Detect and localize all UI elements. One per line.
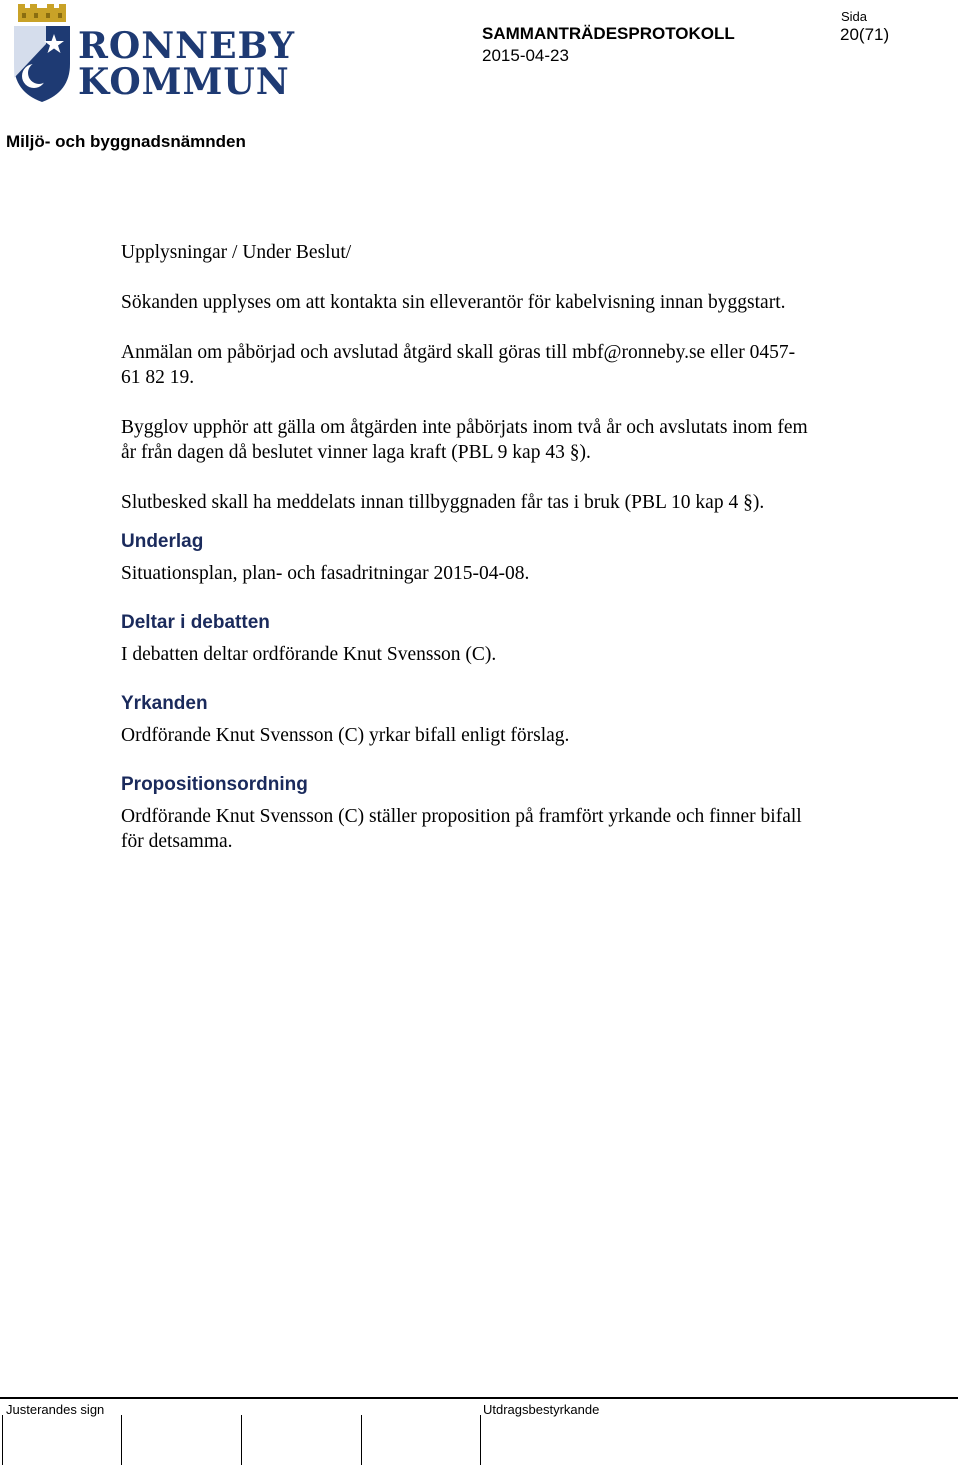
underlag-heading: Underlag <box>121 531 204 552</box>
paragraph-slutbesked: Slutbesked skall ha meddelats innan tillbyggnaden får tas i bruk (PBL 10 kap 4 §). <box>121 492 765 513</box>
page-number: 20(71) <box>840 25 890 44</box>
logo-text-kommun: KOMMUN <box>78 61 290 103</box>
coat-of-arms-icon <box>10 4 74 104</box>
upplysningar-title: Upplysningar / Under Beslut/ <box>121 242 352 263</box>
protocol-date: 2015-04-23 <box>482 46 569 65</box>
signature-divider <box>2 1415 3 1465</box>
logo-text-ronneby: RONNEBY <box>78 25 296 67</box>
paragraph-kabelvisning: Sökanden upplyses om att kontakta sin elleverantör för kabelvisning innan byggstart. <box>121 292 786 313</box>
justerandes-sign-label: Justerandes sign <box>6 1402 105 1417</box>
protocol-title: SAMMANTRÄDESPROTOKOLL <box>482 24 735 43</box>
signature-footer <box>0 1397 958 1465</box>
signature-divider <box>241 1415 242 1465</box>
ronneby-kommun-logo <box>10 4 296 104</box>
underlag-text: Situationsplan, plan- och fasadritningar 2015-04-08. <box>121 563 530 584</box>
signature-divider <box>361 1415 362 1465</box>
propositionsordning-text: Ordförande Knut Svensson (C) ställer proposition på framfört yrkande och finner bifall för detsamma. <box>121 806 802 852</box>
debatt-text: I debatten deltar ordförande Knut Svensson (C). <box>121 644 497 665</box>
document-body <box>121 240 811 879</box>
board-name: Miljö- och byggnadsnämnden <box>6 132 246 151</box>
propositionsordning-heading: Propositionsordning <box>121 774 308 795</box>
yrkanden-heading: Yrkanden <box>121 693 208 714</box>
signature-divider <box>121 1415 122 1465</box>
paragraph-anmalan: Anmälan om påbörjad och avslutad åtgärd skall göras till mbf@ronneby.se eller 0457-61 82 19. <box>121 342 796 388</box>
utdragsbestyrkande-label: Utdragsbestyrkande <box>483 1402 600 1417</box>
debatt-heading: Deltar i debatten <box>121 612 270 633</box>
page-label: Sida <box>841 9 868 24</box>
yrkanden-text: Ordförande Knut Svensson (C) yrkar bifall enligt förslag. <box>121 725 570 746</box>
signature-divider <box>480 1415 481 1465</box>
paragraph-bygglov: Bygglov upphör att gälla om åtgärden inte påbörjats inom två år och avslutats inom fem år från dagen då beslutet vinner laga kraft (PBL 9 kap 43 §). <box>121 417 808 463</box>
